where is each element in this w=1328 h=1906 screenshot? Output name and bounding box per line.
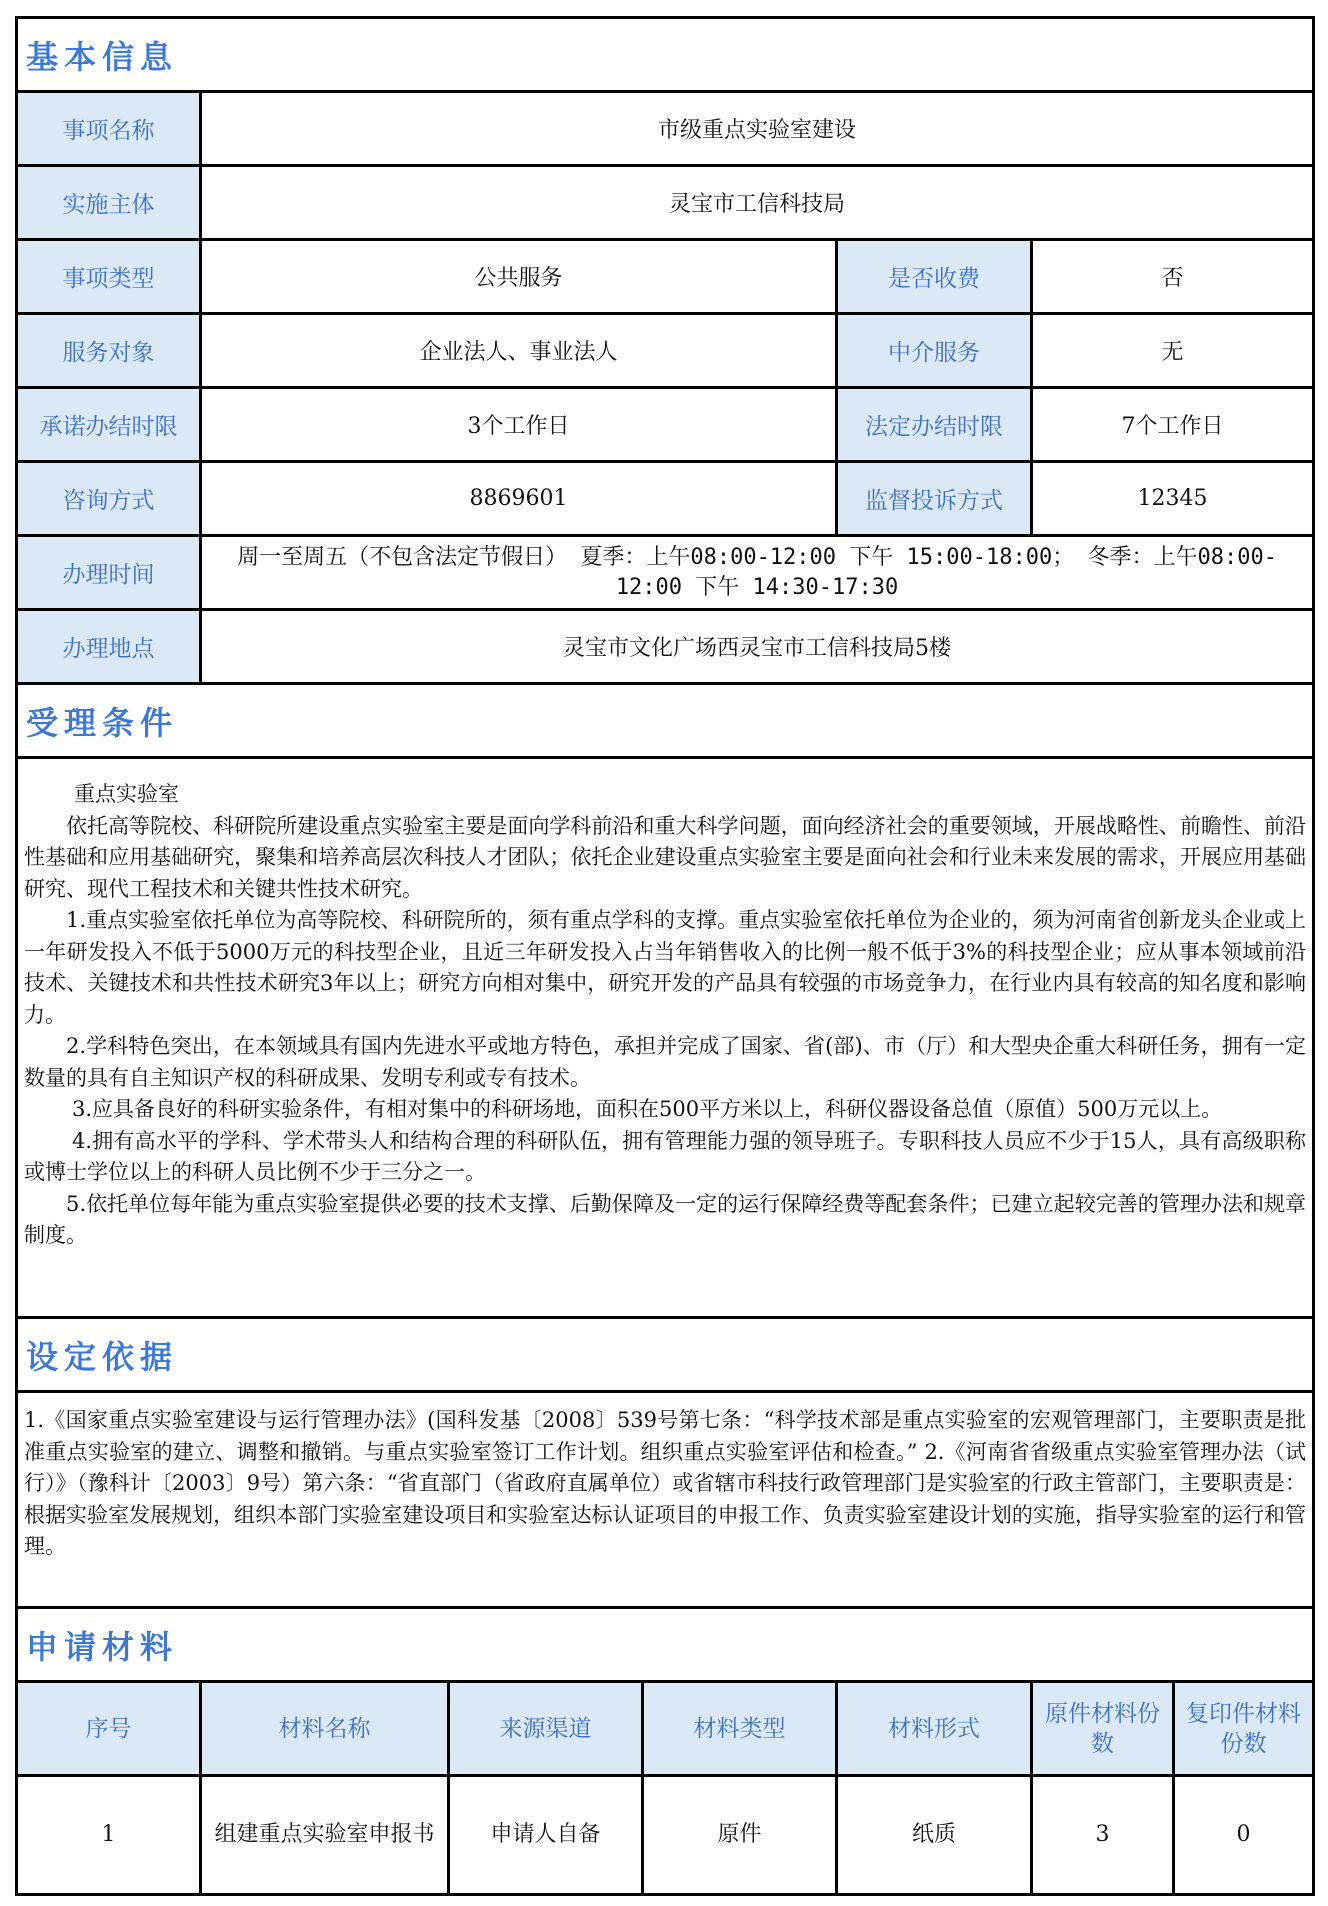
- label-hours: 办理时间: [17, 536, 201, 610]
- conditions-item: 1.重点实验室依托单位为高等院校、科研院所的，须有重点学科的支撑。重点实验室依托单位为企业的，须为河南省创新龙头企业或上一年研发投入不低于5000万元的科技型企业，且近三年研发投入占当年销售收入的比例一般不低于3%的科技型企业；应从事本领域前沿技术、关键技术和共性技术研究3年以上；研究方向相对集中，研究开发的产品具有较强的市场竞争力，在行业内具有较高的知名度和影响力。: [24, 908, 1307, 1027]
- material-index: 1: [17, 1776, 201, 1895]
- material-original-copies: 3: [1032, 1776, 1174, 1895]
- materials-col-header: 材料形式: [837, 1682, 1032, 1776]
- section-title-basis: 设定依据: [17, 1318, 1314, 1392]
- conditions-intro: 依托高等院校、科研院所建设重点实验室主要是面向学科前沿和重大科学问题，面向经济社会的重要领域，开展战略性、前瞻性、前沿性基础和应用基础研究，聚集和培养高层次科技人才团队；依托企业建设重点实验室主要是面向社会和行业未来发展的需求，开展应用基础研究、现代工程技术和关键共性技术研究。: [24, 813, 1307, 901]
- service-guide-sheet: [15, 16, 1312, 1896]
- label-service-target: 服务对象: [17, 314, 201, 388]
- material-source: 申请人自备: [449, 1776, 643, 1895]
- label-agency-service: 中介服务: [837, 314, 1032, 388]
- material-name: 组建重点实验室申报书: [201, 1776, 449, 1895]
- value-complaint: 12345: [1032, 462, 1314, 536]
- material-type: 原件: [643, 1776, 837, 1895]
- label-implementer: 实施主体: [17, 166, 201, 240]
- materials-col-header: 序号: [17, 1682, 201, 1776]
- conditions-item: 4.拥有高水平的学科、学术带头人和结构合理的科研队伍，拥有管理能力强的领导班子。专职科技人员应不少于15人，具有高级职称或博士学位以上的科研人员比例不少于三分之一。: [24, 1128, 1307, 1184]
- conditions-item: 3.应具备良好的科研实验条件，有相对集中的科研场地，面积在500平方米以上，科研仪器设备总值（原值）500万元以上。: [72, 1097, 1223, 1121]
- basis-content: 1.《国家重点实验室建设与运行管理办法》(国科发基〔2008〕539号第七条：“科学技术部是重点实验室的宏观管理部门，主要职责是批准重点实验室的建立、调整和撤销。与重点实验室签订工作计划。组织重点实验室评估和检查。” 2.《河南省省级重点实验室管理办法（试行）》（豫科计〔2003〕9号）第六条：“省直部门（省政府直属单位）或省辖市科技行政管理部门是实验室的行政主管部门，主要职责是：根据实验室发展规划，组织本部门实验室建设项目和实验室达标认证项目的申报工作、负责实验室建设计划的实施，指导实验室的运行和管理。: [17, 1392, 1314, 1608]
- materials-col-header: 材料名称: [201, 1682, 449, 1776]
- value-item-type: 公共服务: [201, 240, 837, 314]
- materials-col-header: 来源渠道: [449, 1682, 643, 1776]
- conditions-content: [17, 758, 1314, 1318]
- table-row: [17, 1776, 1314, 1895]
- label-item-name: 事项名称: [17, 92, 201, 166]
- label-consult: 咨询方式: [17, 462, 201, 536]
- value-charge: 否: [1032, 240, 1314, 314]
- value-agency-service: 无: [1032, 314, 1314, 388]
- materials-header-row: [17, 1682, 1314, 1776]
- label-legal-limit: 法定办结时限: [837, 388, 1032, 462]
- value-promised-limit: 3个工作日: [201, 388, 837, 462]
- conditions-item: 5.依托单位每年能为重点实验室提供必要的技术支撑、后勤保障及一定的运行保障经费等配套条件；已建立起较完善的管理办法和规章制度。: [24, 1191, 1307, 1247]
- basic-info-table: [15, 16, 1315, 1896]
- label-charge: 是否收费: [837, 240, 1032, 314]
- label-location: 办理地点: [17, 610, 201, 684]
- section-title-basic-info: 基本信息: [17, 18, 1314, 92]
- label-complaint: 监督投诉方式: [837, 462, 1032, 536]
- material-form: 纸质: [837, 1776, 1032, 1895]
- materials-col-header: 原件材料份数: [1032, 1682, 1174, 1776]
- label-promised-limit: 承诺办结时限: [17, 388, 201, 462]
- section-title-conditions: 受理条件: [17, 684, 1314, 758]
- materials-col-header: 材料类型: [643, 1682, 837, 1776]
- materials-col-header: 复印件材料份数: [1174, 1682, 1314, 1776]
- material-photocopy-copies: 0: [1174, 1776, 1314, 1895]
- value-location: 灵宝市文化广场西灵宝市工信科技局5楼: [201, 610, 1314, 684]
- value-item-name: 市级重点实验室建设: [201, 92, 1314, 166]
- label-item-type: 事项类型: [17, 240, 201, 314]
- value-hours: 周一至周五（不包含法定节假日） 夏季：上午08:00-12:00 下午 15:00-18:00； 冬季：上午08:00-12:00 下午 14:30-17:30: [201, 536, 1314, 610]
- value-legal-limit: 7个工作日: [1032, 388, 1314, 462]
- section-title-materials: 申请材料: [17, 1608, 1314, 1682]
- value-service-target: 企业法人、事业法人: [201, 314, 837, 388]
- value-consult: 8869601: [201, 462, 837, 536]
- conditions-heading: 重点实验室: [74, 782, 179, 806]
- conditions-item: 2.学科特色突出，在本领域具有国内先进水平或地方特色，承担并完成了国家、省(部)、市（厅）和大型央企重大科研任务，拥有一定数量的具有自主知识产权的科研成果、发明专利或专有技术。: [24, 1034, 1307, 1090]
- value-implementer: 灵宝市工信科技局: [201, 166, 1314, 240]
